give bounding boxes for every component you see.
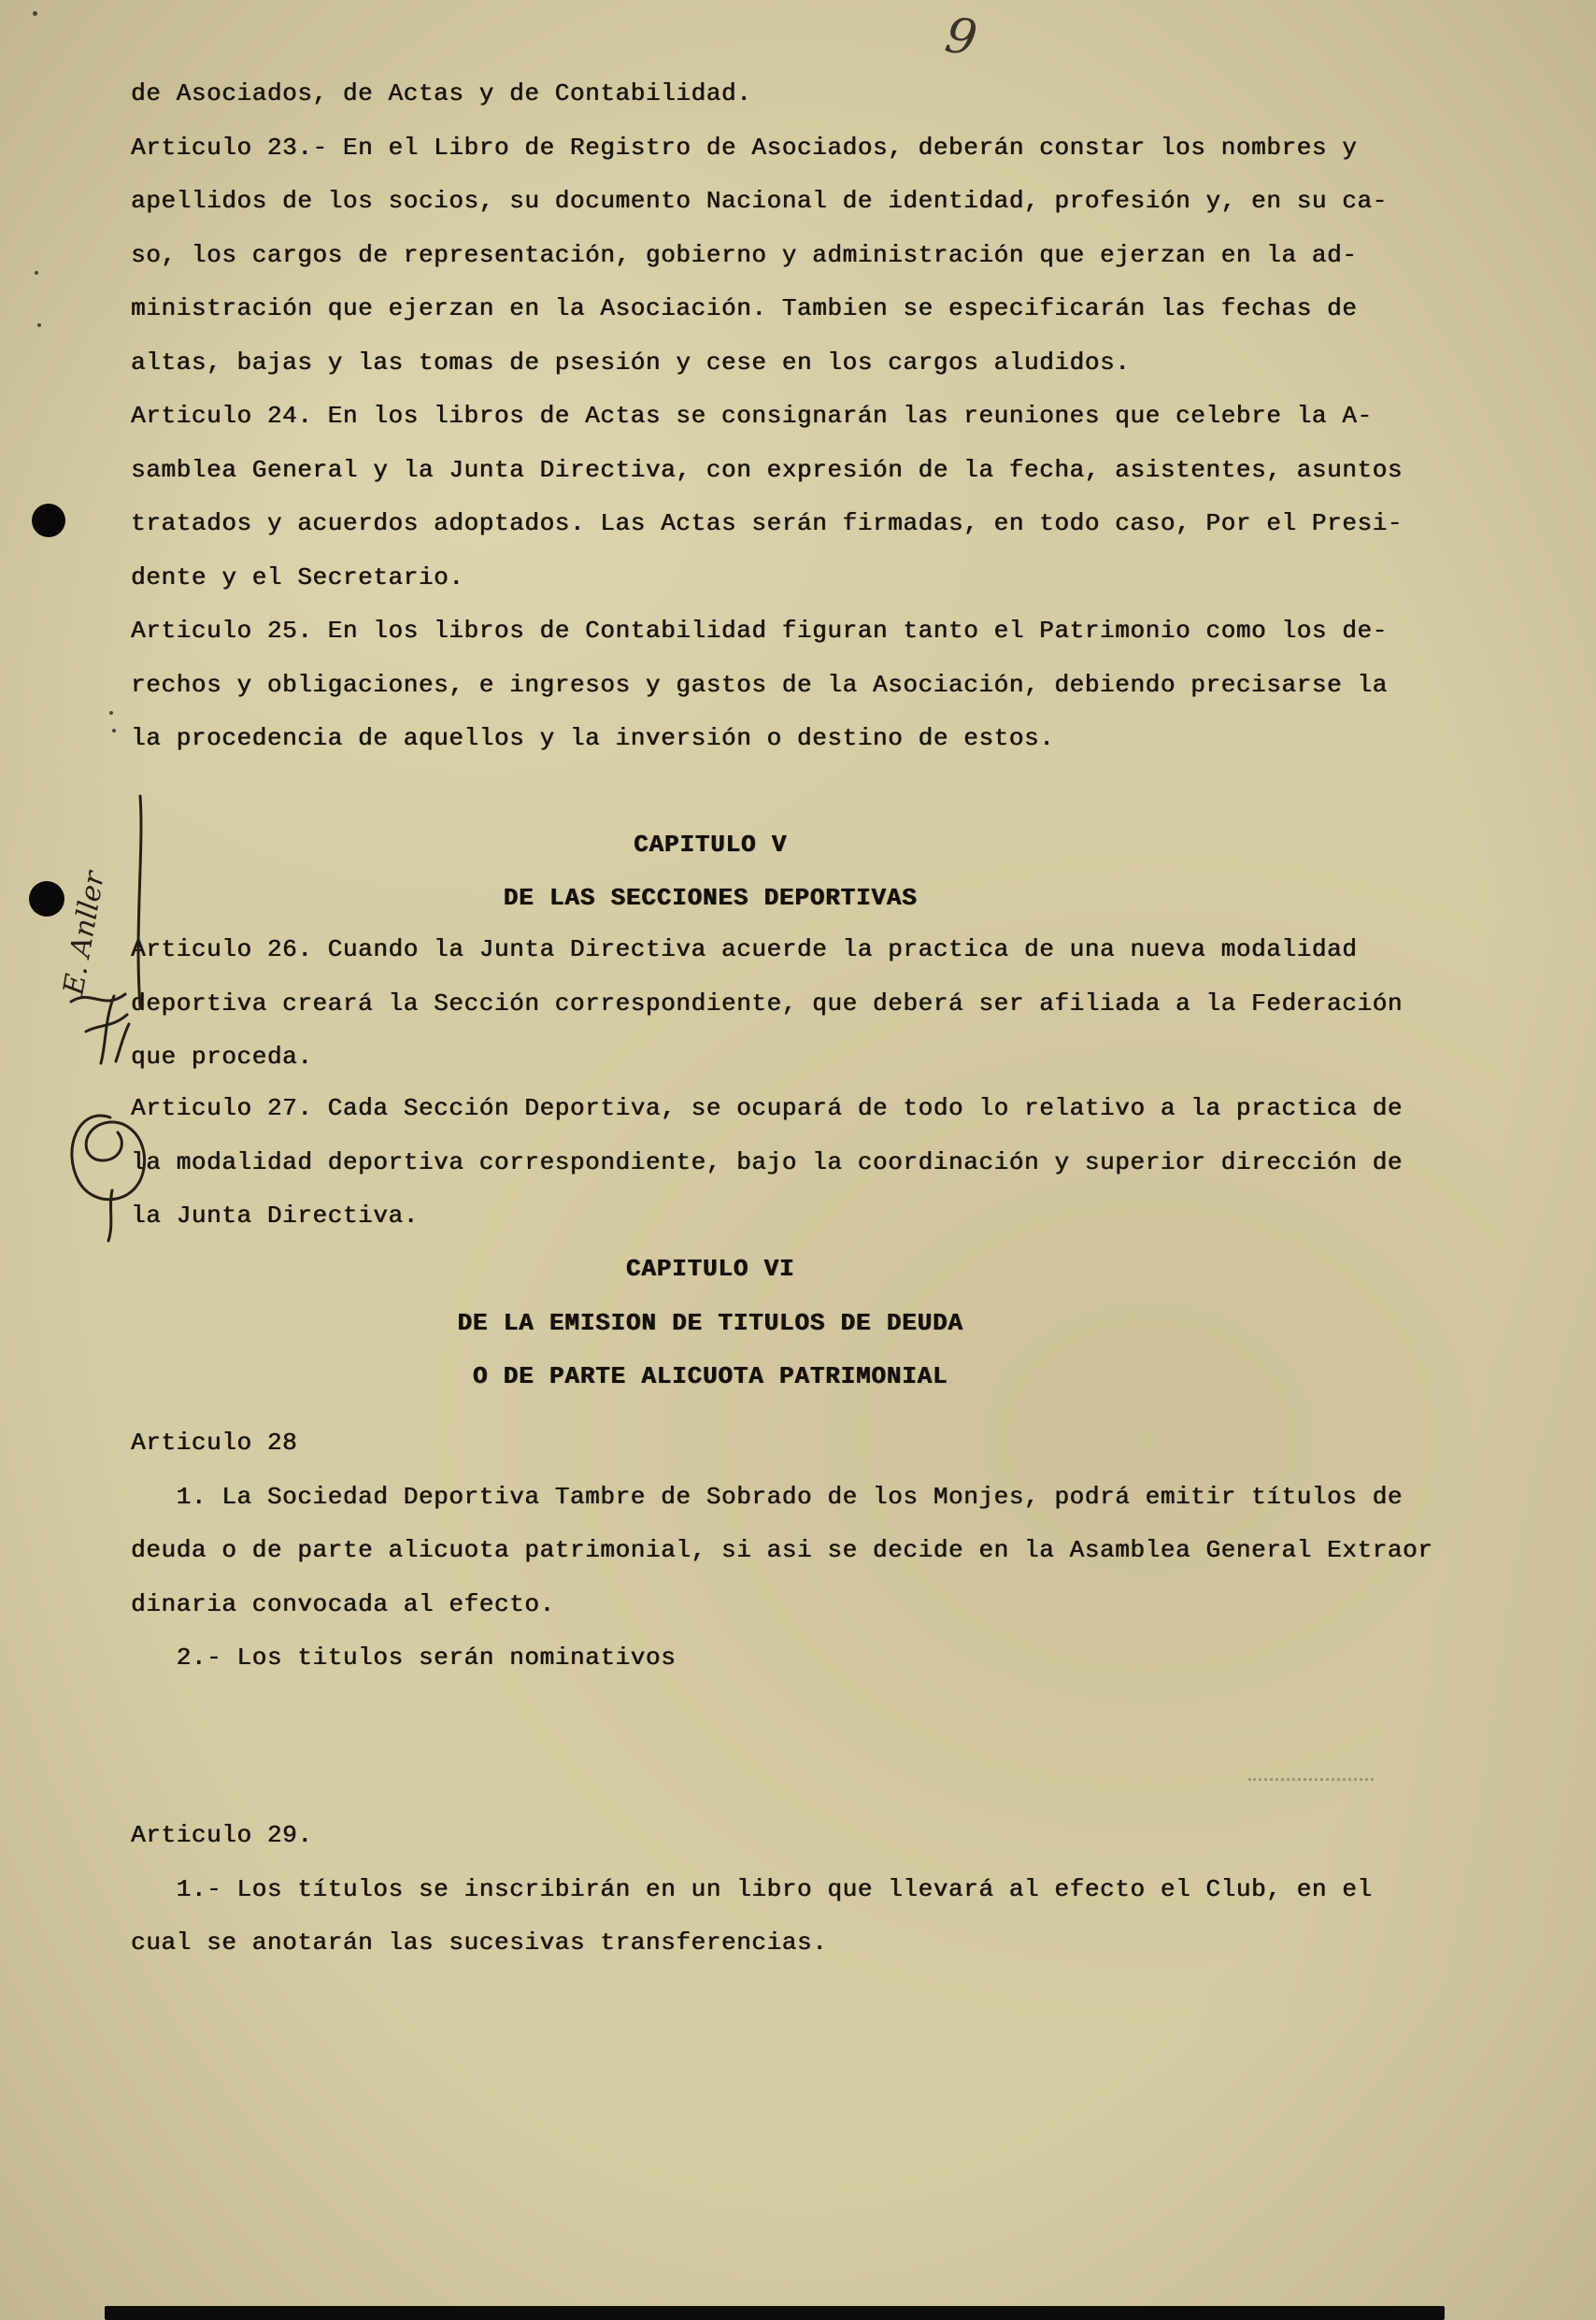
text-line: la modalidad deportiva correspondiente, bajo la coordinación y superior dirección de <box>131 1147 1404 1176</box>
text-line: rechos y obligaciones, e ingresos y gastos de la Asociación, debiendo precisarse la <box>131 670 1388 699</box>
text-line: ministración que ejerzan en la Asociación. Tambien se especificarán las fechas de <box>131 294 1358 322</box>
text-line: tratados y acuerdos adoptados. Las Actas serán firmadas, en todo caso, Por el Presi- <box>131 509 1404 537</box>
text-line: Articulo 27. Cada Sección Deportiva, se ocupará de todo lo relativo a la practica de <box>131 1094 1404 1122</box>
chapter-5-title: CAPITULO V <box>633 831 788 859</box>
signature-text: E. Anller <box>57 869 112 998</box>
faint-dotted-line <box>1248 1778 1374 1781</box>
text-line: que proceda. <box>131 1043 313 1071</box>
text-line: Articulo 23.- En el Libro de Registro de Asociados, deberán constar los nombres y <box>131 133 1358 162</box>
text-line: 2.- Los titulos serán nominativos <box>131 1644 677 1672</box>
ink-speck <box>33 11 37 16</box>
text-line: Articulo 25. En los libros de Contabilidad figuran tanto el Patrimonio como los de- <box>131 617 1388 645</box>
text-line: 1. La Sociedad Deportiva Tambre de Sobrado de los Monjes, podrá emitir títulos de <box>131 1482 1404 1511</box>
punch-hole-top <box>32 504 65 537</box>
text-line: 1.- Los títulos se inscribirán en un libro que llevará al efecto el Club, en el <box>131 1874 1373 1903</box>
article-29-block <box>131 1809 1532 1971</box>
article-27-block <box>131 1082 1532 1244</box>
ink-speck <box>109 711 113 715</box>
chapter-5-subtitle: DE LAS SECCIONES DEPORTIVAS <box>503 884 918 912</box>
text-line: cual se anotarán las sucesivas transferencias. <box>131 1929 828 1957</box>
chapter-6-title: CAPITULO VI <box>625 1255 795 1283</box>
text-line: samblea General y la Junta Directiva, con expresión de la fecha, asistentes, asuntos <box>131 455 1404 484</box>
text-line: la Junta Directiva. <box>131 1202 419 1230</box>
ink-speck <box>37 323 41 327</box>
text-line: dente y el Secretario. <box>131 562 464 591</box>
handwritten-mark <box>78 989 138 1073</box>
text-line: la procedencia de aquellos y la inversión o destino de estos. <box>131 724 1055 752</box>
handwritten-flourish <box>52 1101 164 1243</box>
text-line: Articulo 28 <box>131 1429 298 1457</box>
text-line: altas, bajas y las tomas de psesión y cese en los cargos aludidos. <box>131 348 1131 377</box>
text-line: Articulo 26. Cuando la Junta Directiva acuerde la practica de una nueva modalidad <box>131 935 1358 963</box>
chapter-6-subtitle-1: DE LA EMISION DE TITULOS DE DEUDA <box>457 1309 963 1337</box>
text-line: apellidos de los socios, su documento Nacional de identidad, profesión y, en su ca- <box>131 187 1388 215</box>
page-number: 9 <box>941 7 981 68</box>
text-line: de Asociados, de Actas y de Contabilidad. <box>131 79 752 107</box>
text-line: dinaria convocada al efecto. <box>131 1589 555 1618</box>
text-line: Articulo 24. En los libros de Actas se consignarán las reuniones que celebre la A- <box>131 402 1373 430</box>
article-28-block <box>131 1416 1532 1686</box>
scan-edge-artifact <box>105 2306 1445 2320</box>
chapter-6-subtitle-2: O DE PARTE ALICUOTA PATRIMONIAL <box>472 1362 948 1390</box>
ink-speck <box>35 271 38 275</box>
ink-speck <box>112 729 116 733</box>
text-line: deportiva creará la Sección correspondiente, que deberá ser afiliada a la Federación <box>131 989 1404 1018</box>
text-line: Articulo 29. <box>131 1821 313 1849</box>
text-line: deuda o de parte alicuota patrimonial, si asi se decide en la Asamblea General Extraor <box>131 1536 1433 1564</box>
handwritten-signature <box>54 790 157 1015</box>
article-26-block <box>131 923 1532 1085</box>
articles-23-25-block <box>131 67 1532 766</box>
text-line: so, los cargos de representación, gobierno y administración que ejerzan en la ad- <box>131 240 1358 269</box>
